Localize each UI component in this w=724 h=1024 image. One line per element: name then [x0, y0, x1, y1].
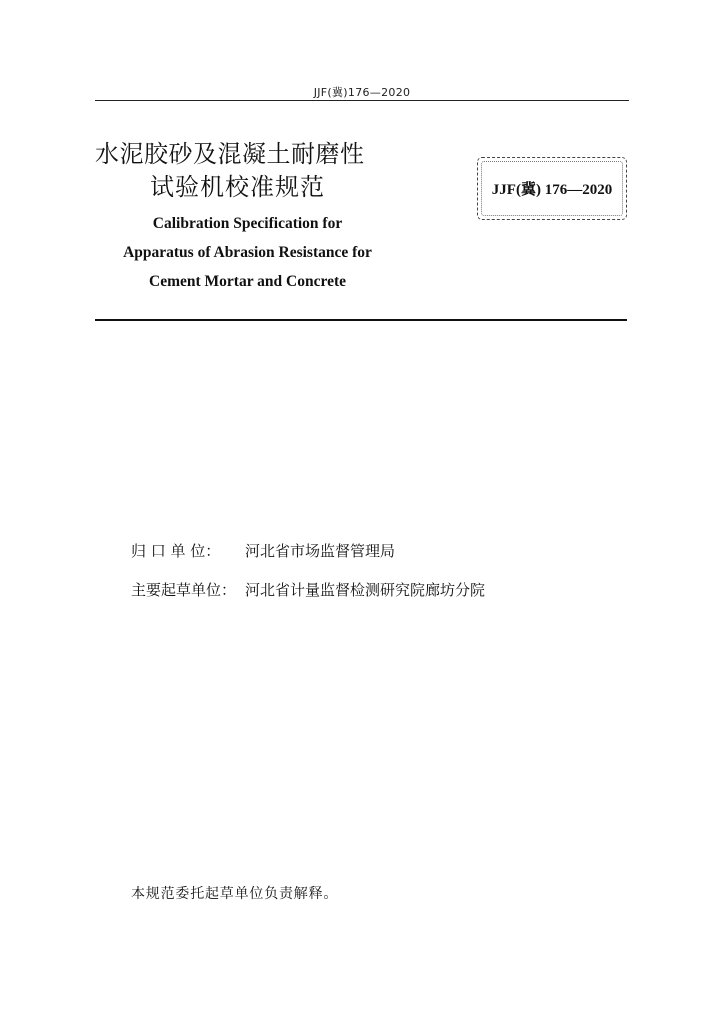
header-rule — [95, 100, 629, 101]
title-cn-line2: 试验机校准规范 — [150, 173, 325, 201]
title-en-line1: Calibration Specification for — [152, 215, 343, 232]
info-row-authority-label: 归 口 单 位： — [131, 542, 221, 560]
info-row-drafter-value: 河北省计量监督检测研究院廊坊分院 — [245, 581, 486, 599]
code-box-text: JJF(冀) 176—2020 — [491, 182, 613, 198]
info-row-drafter — [131, 579, 485, 600]
title-rule — [95, 319, 627, 321]
running-header: JJF(冀)176—2020 — [313, 86, 411, 99]
info-row-drafter-label: 主要起草单位： — [131, 581, 237, 599]
info-row-authority-value: 河北省市场监督管理局 — [245, 542, 396, 560]
title-en — [95, 209, 400, 296]
code-box — [477, 157, 627, 220]
info-row-authority — [131, 540, 395, 561]
footnote: 本规范委托起草单位负责解释。 — [131, 886, 339, 902]
title-en-line3: Cement Mortar and Concrete — [149, 273, 346, 290]
title-en-line2: Apparatus of Abrasion Resistance for — [123, 244, 372, 261]
title-cn-line1: 水泥胶砂及混凝土耐磨性 — [95, 140, 365, 168]
